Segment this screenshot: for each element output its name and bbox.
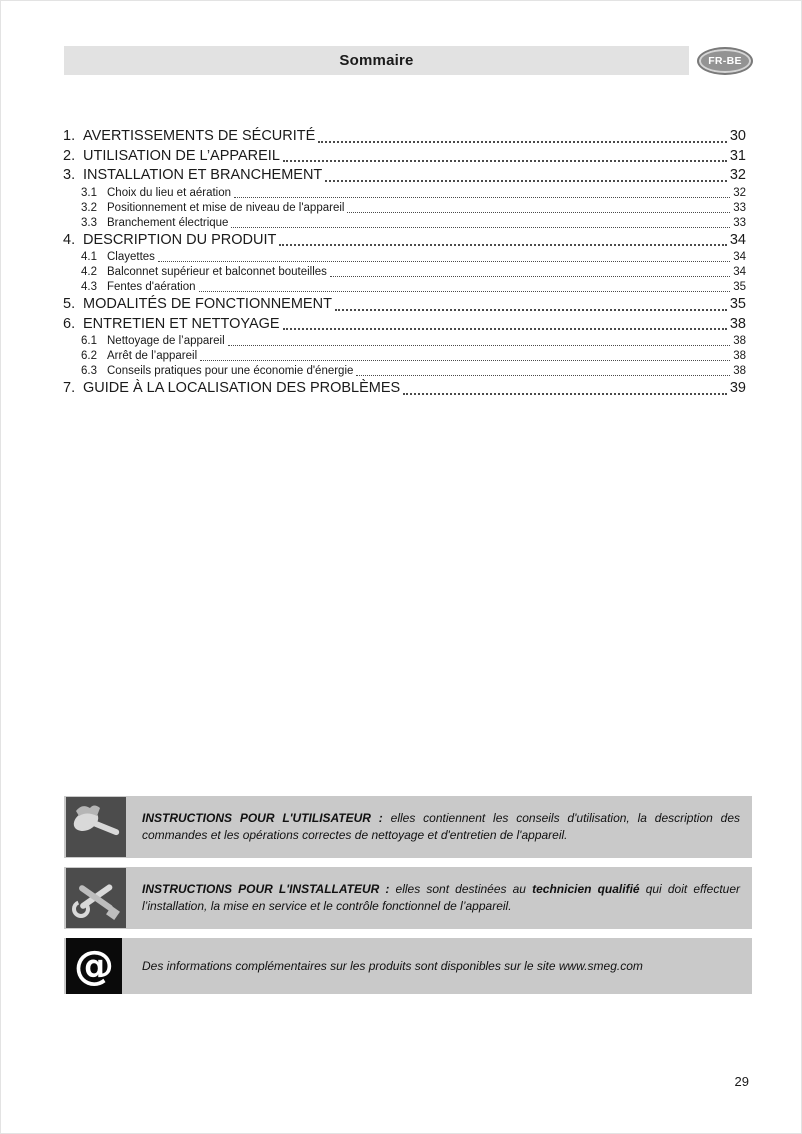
toc-entry-number: 6.2	[81, 350, 97, 362]
toc-entry	[81, 250, 746, 265]
dot-leader	[199, 291, 731, 292]
dot-leader	[283, 328, 727, 330]
info-box-web	[64, 938, 752, 994]
dot-leader	[403, 393, 727, 395]
dot-leader	[330, 276, 730, 277]
info-lead: INSTRUCTIONS POUR L'INSTALLATEUR :	[142, 882, 390, 897]
toc-entry	[63, 231, 746, 251]
toc-entry-number: 2.	[63, 147, 76, 164]
info-body: elles sont destinées au	[389, 882, 533, 897]
toc-entry	[81, 201, 746, 216]
info-text-installer	[142, 881, 740, 915]
info-section	[64, 796, 752, 1003]
toc-entry-number: 3.3	[81, 216, 97, 229]
info-text-web	[142, 958, 643, 975]
toc-entry-title: Fentes d'aération	[107, 281, 196, 293]
info-lead: INSTRUCTIONS POUR L'UTILISATEUR :	[142, 811, 383, 826]
toc-entry	[81, 349, 746, 364]
toc-entry-page: 33	[733, 201, 746, 214]
toc-entry-number: 4.2	[81, 266, 97, 278]
toc-entry-page: 32	[733, 186, 746, 199]
toc-entry	[81, 364, 746, 379]
toc-entry	[63, 379, 746, 399]
dot-leader	[234, 197, 730, 198]
toc-entry-title: Branchement électrique	[107, 216, 229, 229]
toc-entry-number: 6.	[63, 315, 76, 332]
toc-entry-page: 34	[733, 266, 746, 278]
dot-leader	[325, 180, 727, 182]
toc-entry-title: GUIDE À LA LOCALISATION DES PROBLÈMES	[83, 380, 401, 396]
chef-spoon-icon	[66, 797, 126, 857]
toc-entry-title: Choix du lieu et aération	[107, 186, 232, 199]
toc-entry	[63, 147, 746, 167]
toc-entry-number: 7.	[63, 380, 76, 396]
tools-icon	[66, 868, 126, 928]
toc-entry-number: 1.	[63, 128, 76, 144]
dot-leader	[279, 244, 727, 246]
toc-entry-page: 35	[733, 281, 746, 293]
info-box-installer	[64, 867, 752, 929]
toc-entry	[81, 265, 746, 280]
toc-entry-page: 38	[733, 335, 746, 347]
toc-entry-number: 4.	[63, 231, 76, 248]
info-box-user	[64, 796, 752, 858]
info-body: elles contiennent les conseils d'utilisation, la description des commandes et les opérations correctes de nettoyage et d'entretien de l'appareil.	[142, 811, 740, 842]
toc-entry-page: 38	[733, 350, 746, 362]
toc-entry-page: 35	[729, 296, 746, 312]
at-sign-icon: @	[66, 938, 122, 994]
toc-entry-number: 4.3	[81, 281, 97, 293]
dot-leader	[228, 345, 731, 346]
info-text-user	[142, 810, 740, 844]
toc-entry	[81, 216, 746, 231]
toc-entry-title: Conseils pratiques pour une économie d'énergie	[107, 365, 354, 377]
dot-leader	[200, 360, 730, 361]
toc-entry	[63, 295, 746, 315]
toc-entry-title: ENTRETIEN ET NETTOYAGE	[83, 315, 280, 332]
toc-entry-title: DESCRIPTION DU PRODUIT	[83, 231, 277, 248]
toc-entry-number: 4.1	[81, 251, 97, 263]
toc-entry-title: Nettoyage de l’appareil	[107, 335, 225, 347]
toc-entry-page: 38	[733, 365, 746, 377]
page-title: Sommaire	[339, 52, 414, 69]
toc-entry-number: 3.2	[81, 201, 97, 214]
toc-entry-page: 38	[729, 315, 746, 332]
toc-entry-title: MODALITÉS DE FONCTIONNEMENT	[83, 296, 332, 312]
toc-entry-page: 32	[729, 167, 746, 183]
toc-entry-title: Positionnement et mise de niveau de l'appareil	[107, 201, 345, 214]
toc-entry-page: 39	[729, 380, 746, 396]
table-of-contents	[63, 127, 746, 399]
info-strong: technicien qualifié	[532, 882, 640, 897]
toc-entry-title: Balconnet supérieur et balconnet bouteilles	[107, 266, 327, 278]
dot-leader	[231, 227, 730, 228]
language-badge: FR-BE	[697, 47, 753, 75]
dot-leader	[283, 160, 727, 162]
toc-entry-number: 6.3	[81, 365, 97, 377]
dot-leader	[335, 309, 727, 311]
toc-entry-number: 5.	[63, 296, 76, 312]
dot-leader	[318, 141, 727, 143]
toc-entry-number: 3.	[63, 167, 76, 183]
toc-entry	[81, 280, 746, 295]
toc-entry-number: 3.1	[81, 186, 97, 199]
toc-entry	[63, 166, 746, 186]
toc-entry	[81, 186, 746, 201]
dot-leader	[347, 212, 730, 213]
header-bar	[64, 46, 689, 75]
toc-entry-title: INSTALLATION ET BRANCHEMENT	[83, 167, 323, 183]
info-body: Des informations complémentaires sur les produits sont disponibles sur le site www.smeg.com	[142, 958, 643, 973]
toc-entry	[81, 334, 746, 349]
toc-entry-page: 33	[733, 216, 746, 229]
toc-entry-number: 6.1	[81, 335, 97, 347]
toc-entry-title: UTILISATION DE L’APPAREIL	[83, 147, 280, 164]
toc-entry-page: 31	[729, 147, 746, 164]
info-body: qui doit effectuer l’installation, la mise en service et le contrôle fonctionnel de l’appareil.	[142, 882, 741, 913]
toc-entry-title: Arrêt de l’appareil	[107, 350, 198, 362]
toc-entry	[63, 315, 746, 335]
page-number: 29	[734, 1074, 749, 1089]
toc-entry-title: Clayettes	[107, 251, 155, 263]
toc-entry	[63, 127, 746, 147]
toc-entry-title: AVERTISSEMENTS DE SÉCURITÉ	[83, 128, 316, 144]
toc-entry-page: 34	[733, 251, 746, 263]
dot-leader	[356, 375, 730, 376]
toc-entry-page: 30	[729, 128, 746, 144]
toc-entry-page: 34	[729, 231, 746, 248]
dot-leader	[158, 261, 730, 262]
